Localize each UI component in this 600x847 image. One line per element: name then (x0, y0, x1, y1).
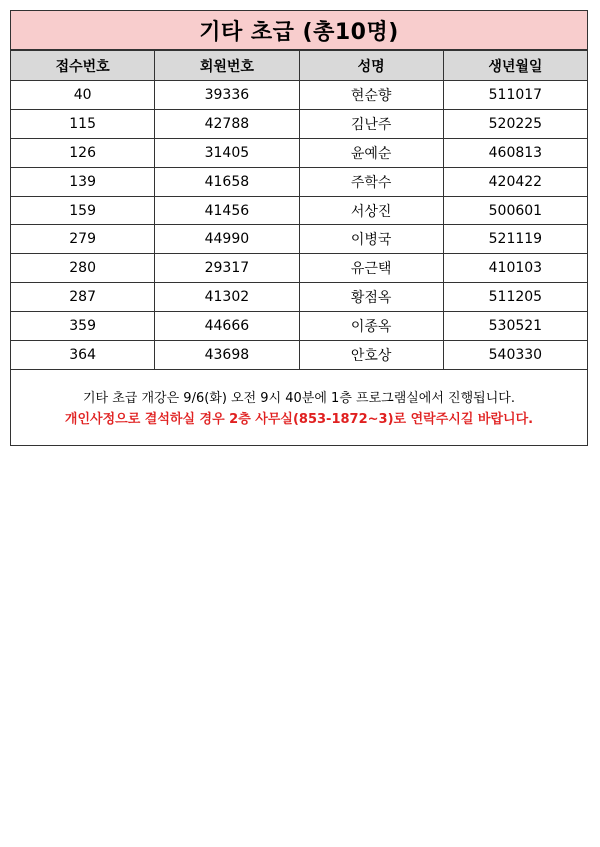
table-row (11, 138, 588, 167)
cell-name: 유근택 (299, 254, 443, 283)
cell-member-number: 43698 (155, 341, 299, 370)
notice-schedule-text: 기타 초급 개강은 9/6(화) 오전 9시 40분에 1층 프로그램실에서 진행됩니다. (83, 391, 515, 407)
cell-member-number: 41456 (155, 196, 299, 225)
cell-member-number: 44666 (155, 312, 299, 341)
cell-name: 윤예순 (299, 138, 443, 167)
cell-birthdate: 420422 (443, 167, 587, 196)
table-row (11, 81, 588, 110)
page-title: 기타 초급 (총10명) (10, 10, 588, 50)
cell-receipt-number: 115 (11, 109, 155, 138)
cell-receipt-number: 40 (11, 81, 155, 110)
cell-birthdate: 511017 (443, 81, 587, 110)
cell-member-number: 41658 (155, 167, 299, 196)
table-row (11, 225, 588, 254)
cell-member-number: 44990 (155, 225, 299, 254)
cell-member-number: 39336 (155, 81, 299, 110)
table-row (11, 283, 588, 312)
header-member-number: 회원번호 (155, 51, 299, 81)
header-receipt-number: 접수번호 (11, 51, 155, 81)
cell-receipt-number: 279 (11, 225, 155, 254)
notice-absence-text: 개인사정으로 결석하실 경우 2층 사무실(853-1872~3)로 연락주시길 바랍니다. (64, 412, 534, 428)
cell-birthdate: 530521 (443, 312, 587, 341)
cell-name: 김난주 (299, 109, 443, 138)
table-row (11, 109, 588, 138)
cell-name: 현순향 (299, 81, 443, 110)
cell-receipt-number: 159 (11, 196, 155, 225)
cell-birthdate: 521119 (443, 225, 587, 254)
cell-birthdate: 460813 (443, 138, 587, 167)
table-row (11, 341, 588, 370)
cell-name: 황점옥 (299, 283, 443, 312)
cell-birthdate: 540330 (443, 341, 587, 370)
header-name: 성명 (299, 51, 443, 81)
cell-name: 주학수 (299, 167, 443, 196)
cell-receipt-number: 359 (11, 312, 155, 341)
table-row (11, 167, 588, 196)
cell-receipt-number: 139 (11, 167, 155, 196)
cell-member-number: 31405 (155, 138, 299, 167)
cell-member-number: 42788 (155, 109, 299, 138)
cell-receipt-number: 126 (11, 138, 155, 167)
cell-name: 이종옥 (299, 312, 443, 341)
cell-name: 서상진 (299, 196, 443, 225)
table-row (11, 312, 588, 341)
notice-box (10, 370, 588, 446)
roster-sheet (10, 10, 588, 446)
cell-member-number: 41302 (155, 283, 299, 312)
header-birthdate: 생년월일 (443, 51, 587, 81)
cell-birthdate: 410103 (443, 254, 587, 283)
cell-receipt-number: 364 (11, 341, 155, 370)
cell-name: 이병국 (299, 225, 443, 254)
cell-member-number: 29317 (155, 254, 299, 283)
cell-birthdate: 520225 (443, 109, 587, 138)
cell-receipt-number: 280 (11, 254, 155, 283)
roster-table (10, 50, 588, 370)
table-header-row (11, 51, 588, 81)
cell-name: 안호상 (299, 341, 443, 370)
table-row (11, 196, 588, 225)
table-row (11, 254, 588, 283)
cell-receipt-number: 287 (11, 283, 155, 312)
cell-birthdate: 511205 (443, 283, 587, 312)
cell-birthdate: 500601 (443, 196, 587, 225)
